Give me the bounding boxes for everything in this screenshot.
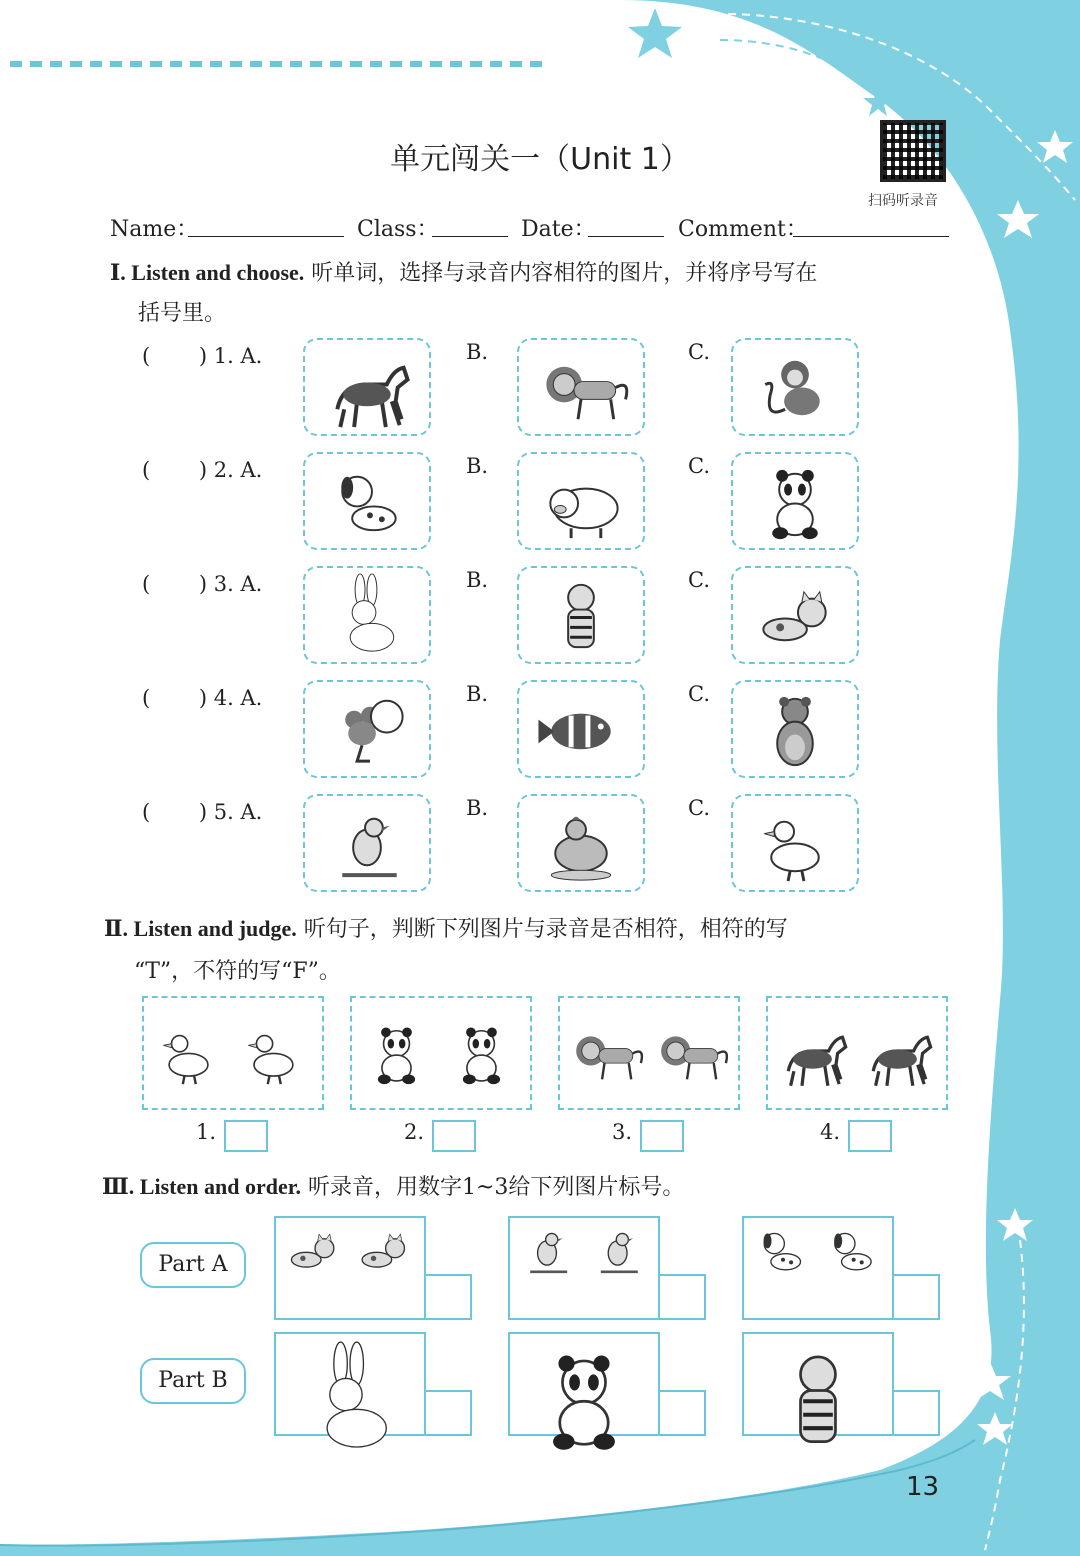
option-a-picture[interactable]	[303, 794, 431, 892]
part-label: Part B	[140, 1358, 246, 1404]
dog-pair-icon	[744, 1218, 892, 1282]
section-1-instruction: 括号里。	[138, 301, 227, 326]
section-2-heading: Ⅱ. Listen and judge. 听句子，判断下列图片与录音是否相符，相符的写	[104, 916, 788, 942]
dog-icon	[305, 454, 429, 548]
judge-answer-box[interactable]	[224, 1120, 268, 1152]
option-b-label: B.	[466, 682, 489, 706]
judge-picture	[142, 996, 324, 1110]
page-number: 13	[906, 1472, 940, 1502]
judge-answer-box[interactable]	[848, 1120, 892, 1152]
judge-number: 3.	[612, 1120, 633, 1144]
lion-icon	[519, 340, 643, 434]
order-answer-box[interactable]	[424, 1274, 472, 1320]
option-c-label: C.	[688, 454, 710, 478]
class-label: Class：	[357, 217, 439, 242]
order-picture	[742, 1332, 894, 1436]
cat-icon	[733, 568, 857, 662]
question-label: ( ) 3. A.	[142, 572, 263, 596]
option-b-picture[interactable]	[517, 680, 645, 778]
mouse-icon	[305, 682, 429, 776]
order-picture	[508, 1332, 660, 1436]
tiger-icon	[744, 1334, 892, 1462]
question-label: ( ) 2. A.	[142, 458, 263, 482]
panda-pair-icon	[352, 998, 530, 1108]
option-a-picture[interactable]	[303, 452, 431, 550]
part-label: Part A	[140, 1242, 246, 1288]
comment-label: Comment：	[678, 217, 808, 242]
option-a-picture[interactable]	[303, 338, 431, 436]
duck-pair-icon	[144, 998, 322, 1108]
monkey-icon	[733, 340, 857, 434]
question-label: ( ) 5. A.	[142, 800, 263, 824]
date-field[interactable]	[588, 236, 664, 237]
bird-pair-icon	[510, 1218, 658, 1282]
name-field[interactable]	[188, 236, 344, 237]
horse-icon	[305, 340, 429, 434]
option-c-picture[interactable]	[731, 794, 859, 892]
tiger-icon	[519, 568, 643, 662]
judge-picture	[766, 996, 948, 1110]
judge-answer-box[interactable]	[432, 1120, 476, 1152]
option-a-picture[interactable]	[303, 680, 431, 778]
rabbit-icon	[305, 568, 429, 662]
order-answer-box[interactable]	[892, 1274, 940, 1320]
judge-number: 4.	[820, 1120, 841, 1144]
option-b-picture[interactable]	[517, 338, 645, 436]
option-c-picture[interactable]	[731, 452, 859, 550]
option-c-label: C.	[688, 340, 710, 364]
panda-icon	[733, 454, 857, 548]
order-answer-box[interactable]	[658, 1390, 706, 1436]
bird-icon	[305, 796, 429, 890]
panda-icon	[510, 1334, 658, 1462]
page-title: 单元闯关一（Unit 1）	[390, 142, 690, 177]
judge-picture	[350, 996, 532, 1110]
order-picture	[274, 1216, 426, 1320]
order-answer-box[interactable]	[892, 1390, 940, 1436]
qr-label: 扫码听录音	[868, 193, 938, 209]
option-c-picture[interactable]	[731, 338, 859, 436]
name-label: Name：	[110, 217, 199, 242]
option-c-label: C.	[688, 682, 710, 706]
section-3-heading: Ⅲ. Listen and order. 听录音，用数字1~3给下列图片标号。	[102, 1174, 685, 1200]
option-c-label: C.	[688, 568, 710, 592]
fish-icon	[519, 682, 643, 776]
order-picture	[508, 1216, 660, 1320]
qr-code-icon[interactable]	[880, 120, 946, 182]
cat-pair-icon	[276, 1218, 424, 1282]
comment-field[interactable]	[793, 236, 949, 237]
option-b-label: B.	[466, 454, 489, 478]
option-c-label: C.	[688, 796, 710, 820]
horse-pair-icon	[768, 998, 946, 1108]
order-answer-box[interactable]	[658, 1274, 706, 1320]
question-label: ( ) 1. A.	[142, 344, 263, 368]
judge-number: 2.	[404, 1120, 425, 1144]
judge-picture	[558, 996, 740, 1110]
class-field[interactable]	[432, 236, 508, 237]
bear-icon	[733, 682, 857, 776]
rabbit-icon	[276, 1334, 424, 1462]
hen-icon	[519, 796, 643, 890]
order-answer-box[interactable]	[424, 1390, 472, 1436]
option-b-label: B.	[466, 796, 489, 820]
section-2-instruction: “T”，不符的写“F”。	[134, 959, 341, 984]
option-b-label: B.	[466, 568, 489, 592]
option-c-picture[interactable]	[731, 566, 859, 664]
judge-number: 1.	[196, 1120, 217, 1144]
option-a-picture[interactable]	[303, 566, 431, 664]
section-1-heading: Ⅰ. Listen and choose. 听单词，选择与录音内容相符的图片，并将序号写在	[110, 260, 818, 286]
pig-icon	[519, 454, 643, 548]
judge-answer-box[interactable]	[640, 1120, 684, 1152]
option-b-label: B.	[466, 340, 489, 364]
option-b-picture[interactable]	[517, 794, 645, 892]
order-picture	[274, 1332, 426, 1436]
date-label: Date：	[521, 217, 596, 242]
duck-icon	[733, 796, 857, 890]
option-b-picture[interactable]	[517, 566, 645, 664]
question-label: ( ) 4. A.	[142, 686, 263, 710]
option-c-picture[interactable]	[731, 680, 859, 778]
order-picture	[742, 1216, 894, 1320]
lion-pair-icon	[560, 998, 738, 1108]
option-b-picture[interactable]	[517, 452, 645, 550]
